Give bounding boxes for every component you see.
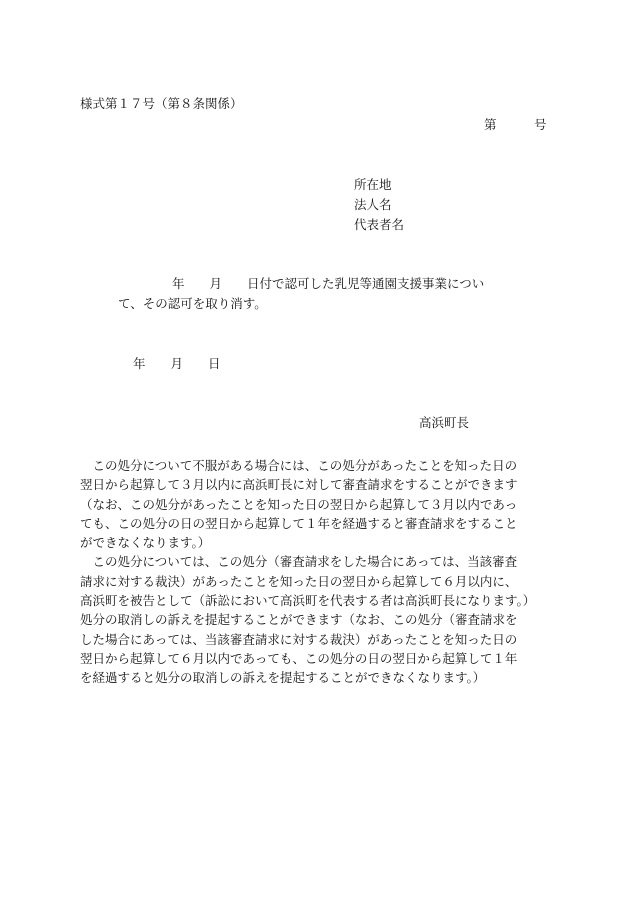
appeal-instructions xyxy=(80,456,560,688)
date-line: 年 月 日 xyxy=(133,356,221,371)
corporation-name-label: 法人名 xyxy=(354,197,392,212)
instruction-line: 翌日から起算して６月以内であっても、この処分の日の翌日から起算して１年 xyxy=(80,650,518,666)
representative-label: 代表者名 xyxy=(354,217,405,232)
document-number: 第 号 xyxy=(484,117,547,132)
issuer-name: 高浜町長 xyxy=(419,415,470,430)
instruction-line: （なお、この処分があったことを知った日の翌日から起算して３月以内であっ xyxy=(80,496,518,512)
notice-line-1: 年 月 日付で認可した乳児等通園支援事業につい xyxy=(172,276,485,291)
instruction-line: この処分について不服がある場合には、この処分があったことを知った日の xyxy=(80,458,518,473)
instruction-line: 処分の取消しの訴えを提起することができます（なお、この処分（審査請求を xyxy=(80,612,518,628)
instruction-line: ができなくなります。） xyxy=(80,535,211,551)
instruction-line: 翌日から起算して３月以内に高浜町長に対して審査請求をすることができます xyxy=(80,477,518,493)
instruction-line: この処分については、この処分（審査請求をした場合にあっては、当該審査 xyxy=(80,554,518,570)
address-label: 所在地 xyxy=(354,177,392,192)
instruction-line: 請求に対する裁決）があったことを知った日の翌日から起算して６月以内に、 xyxy=(80,573,518,589)
instruction-line: 高浜町を被告として（訴訟において高浜町を代表する者は高浜町長になります。） xyxy=(80,593,536,609)
instruction-line: ても、この処分の日の翌日から起算して１年を経過すると審査請求をすること xyxy=(80,515,518,531)
form-number: 様式第１７号（第８条関係） xyxy=(80,96,243,111)
instruction-line: した場合にあっては、当該審査請求に対する裁決）があったことを知った日の xyxy=(80,631,518,647)
notice-line-2: て、その認可を取り消す。 xyxy=(118,296,267,311)
instruction-line: を経過すると処分の取消しの訴えを提起することができなくなります。） xyxy=(80,670,486,686)
